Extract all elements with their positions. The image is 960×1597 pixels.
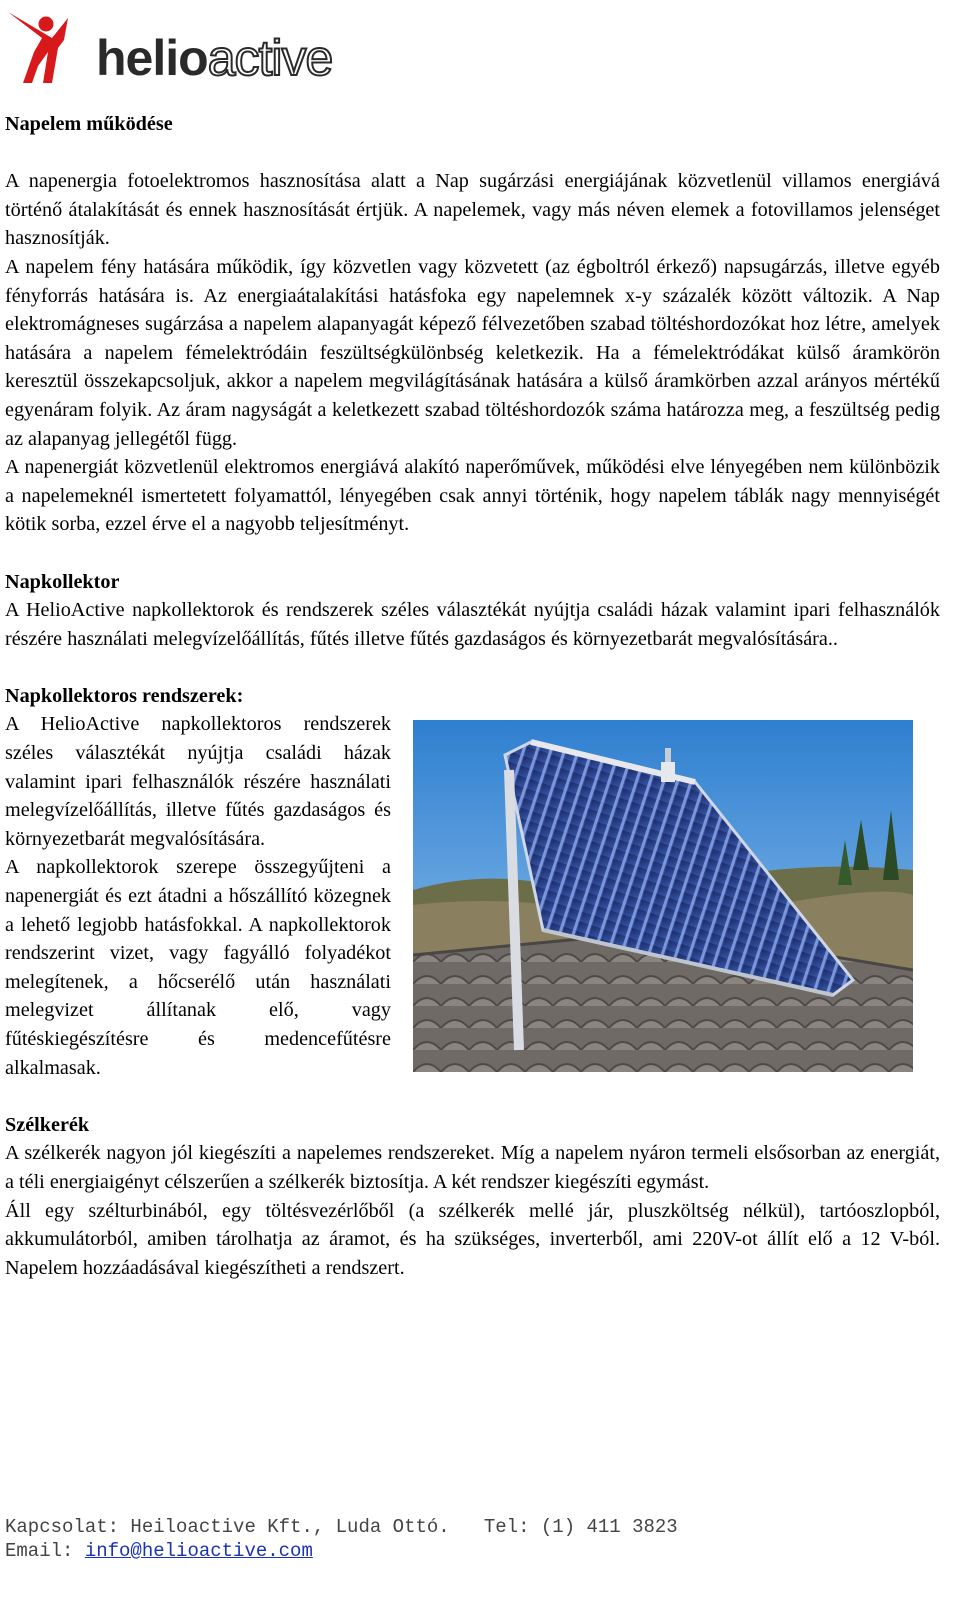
paragraph-szelkerek-2: Áll egy szélturbinából, egy töltésvezérlőből (a szélkerék mellé jár, pluszköltség nélkül), tartóoszlopból, akkumulátorból, amiben tárolhatja az áramot, és ha szükséges, inverterből, ami 220V-ot állít elő a 12 V-ból. Napelem hozzáadásával kiegészítheti a rendszert. xyxy=(5,1199,940,1279)
paragraph-napelem-3: A napenergiát közvetlenül elektromos energiává alakító naperőművek, működési elve lényegében nem különbözik a napelemeknél ismertetett folyamattól, lényegében csak annyi történik, hogy napelem táblák nagy mennyiségét kötik sorba, ezzel érve el a nagyobb teljesítményt. xyxy=(5,456,940,536)
helioactive-logo xyxy=(4,4,444,86)
spacer xyxy=(5,139,940,168)
contact-line: Kapcsolat: Heiloactive Kft., Luda Ottó. Tel: (1) 411 3823 xyxy=(5,1516,678,1538)
paragraph-rendszerek-1: A HelioActive napkollektoros rendszerek széles választékát nyújtja családi házak valamint ipari felhasználók részére használati melegvízelőállítás, illetve fűtés gazdaságos és környezetbarát megvalósítására. xyxy=(5,713,391,850)
document-body xyxy=(5,110,940,1282)
contact-footer xyxy=(5,1515,940,1563)
heading-rendszerek: Napkollektoros rendszerek: xyxy=(5,684,244,707)
solar-collector-photo xyxy=(413,720,913,1072)
heading-szelkerek: Szélkerék xyxy=(5,1113,90,1136)
paragraph-szelkerek-1: A szélkerék nagyon jól kiegészíti a napelemes rendszereket. Míg a napelem nyáron termeli elsősorban az energiát, a téli energiaigényt célszerűen a szélkerék biztosítja. A két rendszer kiegészíti egymást. xyxy=(5,1142,940,1193)
email-link[interactable]: info@helioactive.com xyxy=(84,1540,313,1562)
email-line xyxy=(5,1539,940,1563)
logo-wordmark xyxy=(96,30,332,86)
spacer xyxy=(5,539,940,568)
paragraph-napelem-1: A napenergia fotoelektromos hasznosítása alatt a Nap sugárzási energiájának közvetlenül villamos energiává történő átalakítását és ennek hasznosítását értjük. A napelemek, vagy más néven elemek a fotovillamos jelenséget hasznosítják. xyxy=(5,170,940,250)
heading-napkollektor: Napkollektor xyxy=(5,570,120,593)
paragraph-napelem-2: A napelem fény hatására működik, így közvetlen vagy közvetett (az égboltról érkező) napsugárzás, illetve egyéb fényforrás hatására is. Az energiaátalakítási hatásfoka egy napelemnek x-y százalék között változik. A Nap elektromágneses sugárzása a napelem alapanyagát képező félvezetőben szabad töltéshordozókat hoz létre, amelyek hatására a napelem fémelektródáin feszültségkülönbség keletkezik. Ha a fémelektródákat külső áramkörön keresztül összekapcsoljuk, akkor a napelem megvilágításának hatására a külső áramkörben azzal arányos mértékű egyenáram folyik. Az áram nagyságát a keletkezett szabad töltéshordozók száma határozza meg, a feszültség pedig az alapanyag jellegétől függ. xyxy=(5,255,940,450)
heading-napelem: Napelem működése xyxy=(5,113,173,135)
person-figure-icon xyxy=(4,4,104,86)
logo-wordmark-outline: active xyxy=(207,30,333,86)
logo-wordmark-bold: helio xyxy=(96,30,208,86)
paragraph-napkollektor-1: A HelioActive napkollektorok és rendszerek széles választékát nyújtja családi házak valamint ipari felhasználók részére használati melegvízelőállítás, fűtés illetve fűtés gazdaságos és környezetbarát megvalósítására.. xyxy=(5,599,940,650)
paragraph-rendszerek-2: A napkollektorok szerepe összegyűjteni a napenergiát és ezt átadni a hőszállító közegnek a lehető legjobb hatásfokkal. A napkollektorok rendszerint vizet, vagy fagyálló folyadékot melegítenek, a hőcserélő után használati melegvizet állítanak elő, vagy fűtéskiegészítésre és medencefűtésre alkalmasak. xyxy=(5,856,391,1079)
spacer xyxy=(5,653,940,682)
spacer xyxy=(5,1082,940,1111)
email-label: Email: xyxy=(5,1540,85,1562)
